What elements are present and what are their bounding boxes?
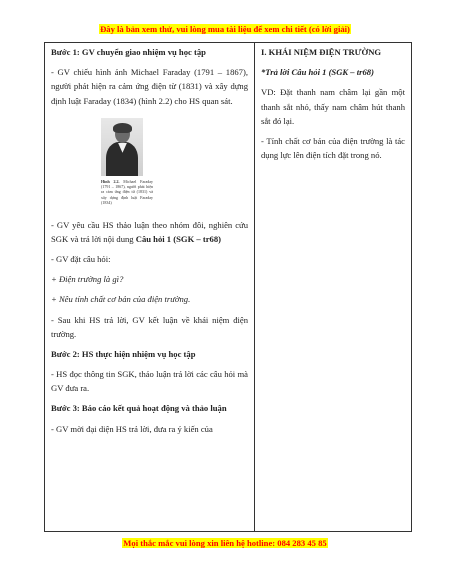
hotline-notice-text: Mọi thắc mắc vui lòng xin liên hệ hotline: 084 283 45 85 — [123, 538, 327, 548]
section-title: I. KHÁI NIỆM ĐIỆN TRƯỜNG — [261, 47, 382, 57]
teacher-activity-column — [45, 43, 255, 532]
preview-notice — [0, 24, 450, 34]
answer-paragraph-1: VD: Đặt thanh nam châm lại gần một thanh sắt nhỏ, thấy nam châm hút thanh sắt đó lại. — [261, 87, 405, 126]
step2-title: Bước 2: HS thực hiện nhiệm vụ học tập — [51, 348, 196, 359]
discussion-text: - GV yêu cầu HS thảo luận theo nhóm đôi, nghiên cứu SGK và trả lời nội dung — [51, 219, 248, 244]
discussion-paragraph — [51, 218, 248, 246]
figure-caption-text: Michael Faraday (1791 – 1867), người phát hiện ra cảm ứng điện từ (1831) và xây dựng định luật Faraday (1834) — [101, 178, 153, 206]
figure-caption-label: Hình 2.2. — [101, 178, 120, 184]
faraday-portrait — [101, 118, 143, 176]
answer-paragraph-2: - Tính chất cơ bản của điện trường là tác dụng lực lên điện tích đặt trong nó. — [261, 135, 405, 161]
conclusion-paragraph: - Sau khi HS trả lời, GV kết luận về khái niệm điện trường. — [51, 314, 248, 339]
question-1: + Điện trường là gì? — [51, 274, 124, 285]
answer-title: *Trả lời Câu hỏi 1 (SGK – tr68) — [261, 67, 374, 78]
step3-title: Bước 3: Báo cáo kết quả hoạt động và thảo luận — [51, 403, 227, 414]
figure-caption — [101, 179, 153, 206]
expected-outcome-column — [255, 43, 412, 532]
hotline-notice — [0, 538, 450, 548]
step2-paragraph: - HS đọc thông tin SGK, thảo luận trả lời các câu hỏi mà GV đưa ra. — [51, 369, 248, 394]
step1-title: Bước 1: GV chuyển giao nhiệm vụ học tập — [51, 47, 206, 57]
ask-question-paragraph: - GV đặt câu hỏi: — [51, 253, 111, 264]
preview-notice-text: Đây là bản xem thử, vui lòng mua tài liệu để xem chi tiết (có lời giải) — [100, 24, 350, 34]
lesson-table — [44, 42, 412, 532]
question-2: + Nêu tính chất cơ bản của điện trường. — [51, 294, 191, 305]
discussion-question-ref: Câu hỏi 1 (SGK – tr68) — [135, 233, 221, 244]
lesson-row — [45, 43, 412, 532]
step1-paragraph: - GV chiếu hình ảnh Michael Faraday (1791 – 1867), người phát hiện ra cảm ứng điện từ (1831) và xây dựng định luật Faraday (1834) (hình 2.2) cho HS quan sát. — [51, 67, 248, 106]
faraday-figure — [51, 118, 248, 206]
step3-paragraph: - GV mời đại diện HS trả lời, đưa ra ý kiến của — [51, 423, 213, 434]
